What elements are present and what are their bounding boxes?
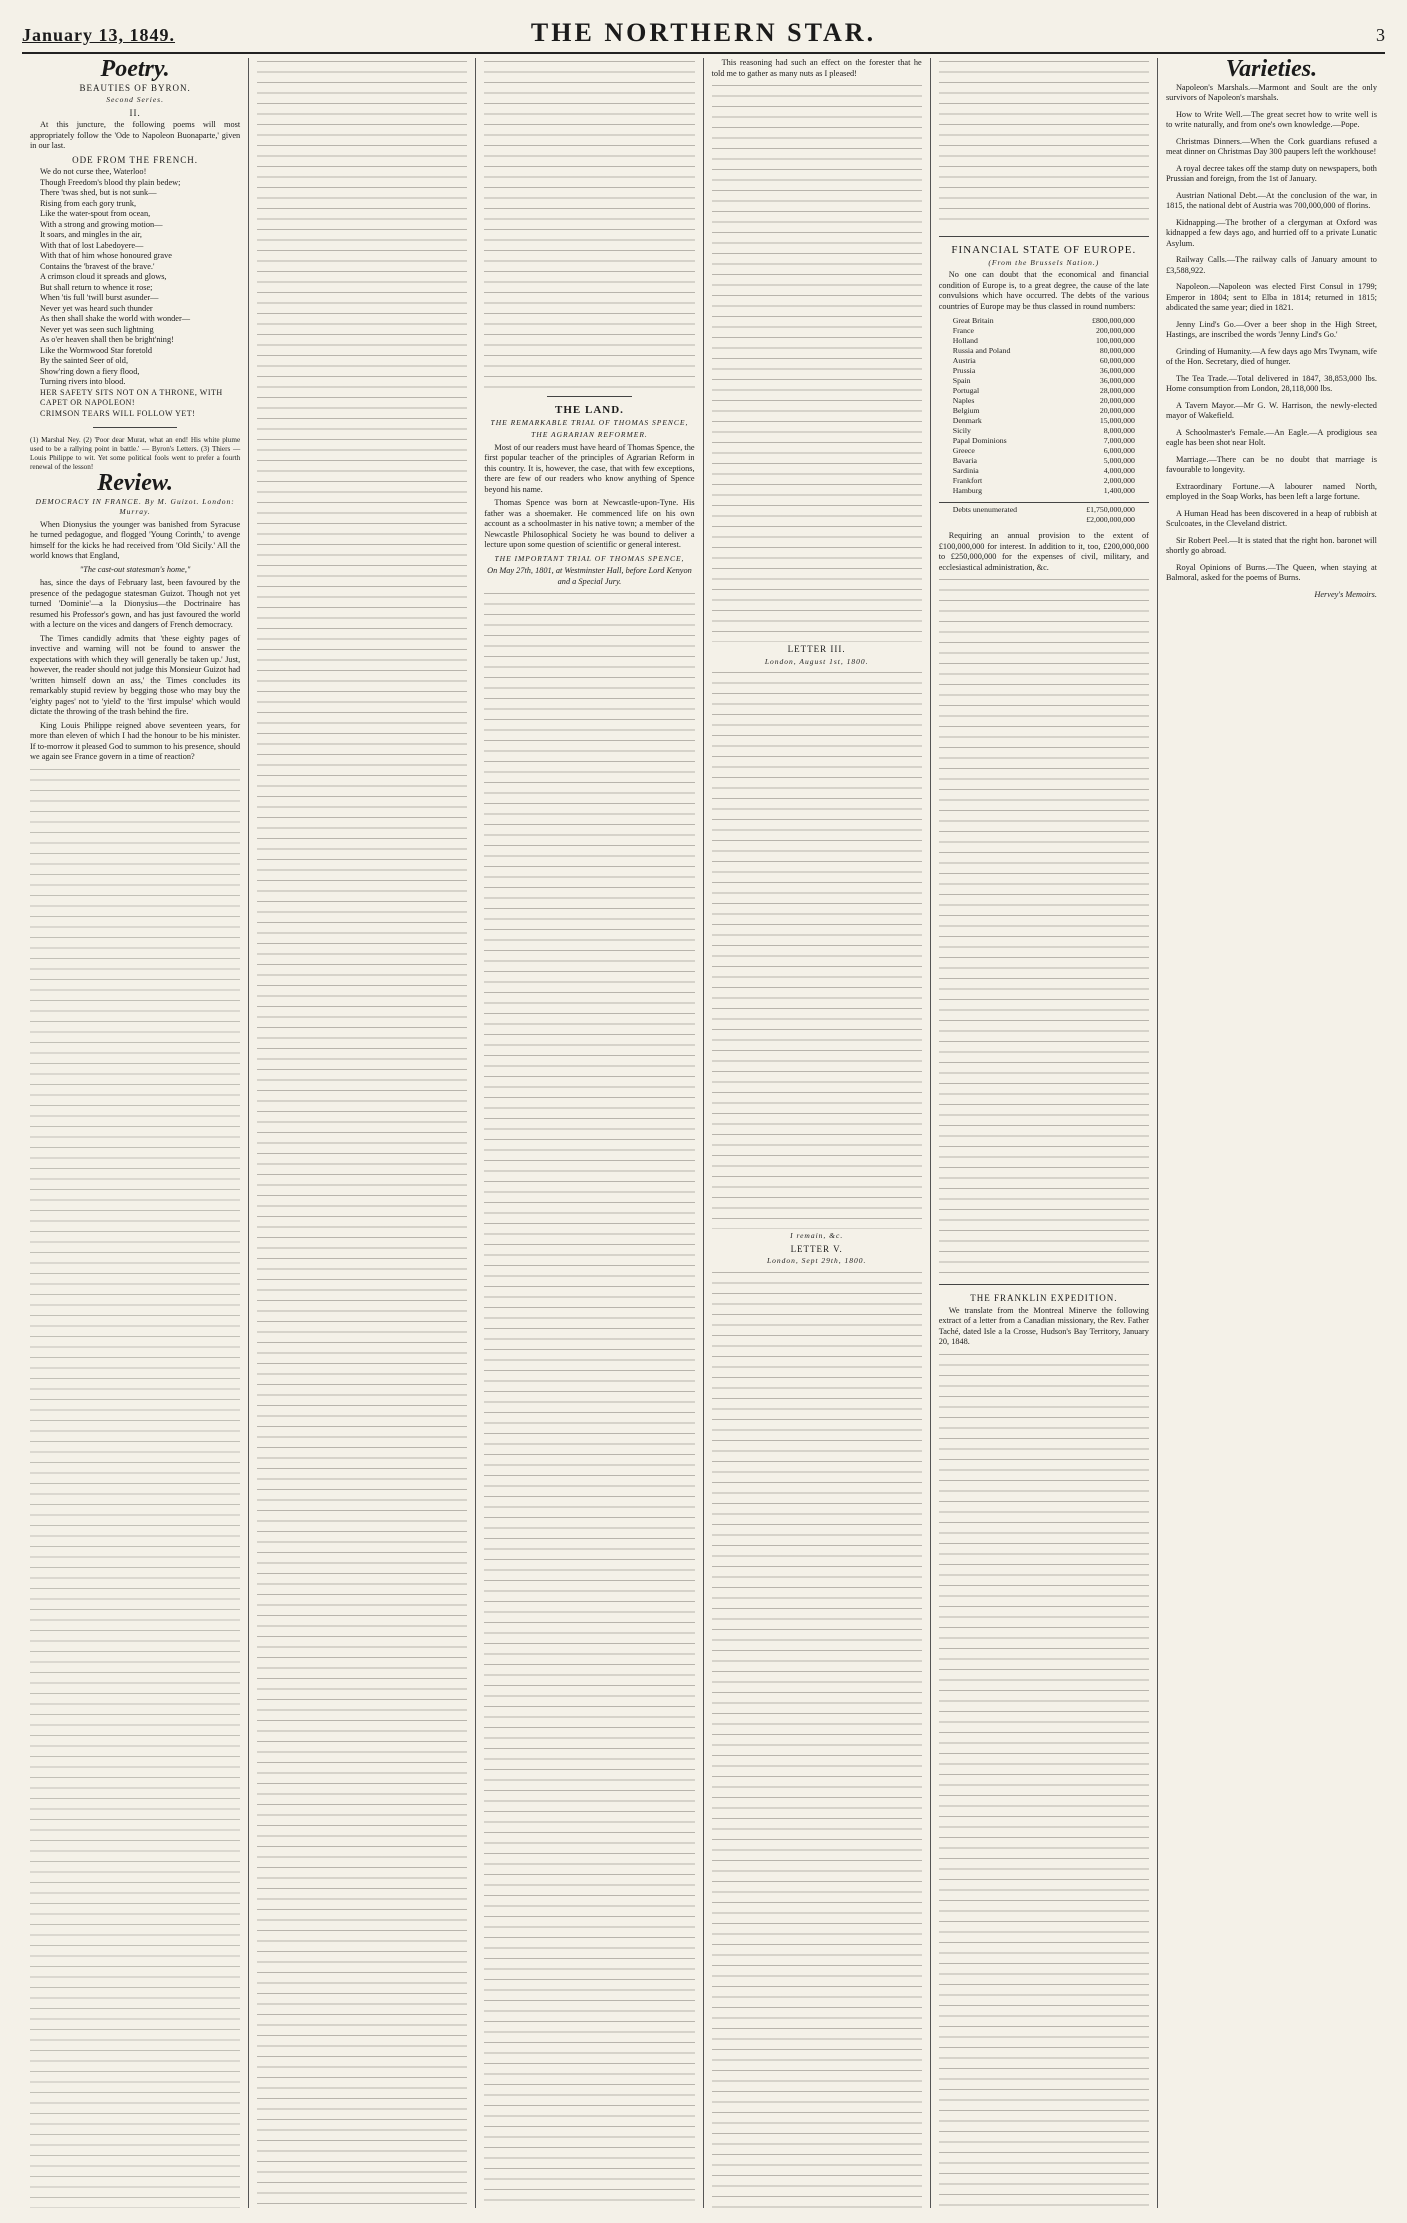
- body-text-texture: [939, 58, 1149, 228]
- debt-amount: 20,000,000: [1099, 406, 1135, 415]
- debt-amount: 6,000,000: [1103, 446, 1135, 455]
- newspaper-title: THE NORTHERN STAR.: [530, 18, 877, 47]
- debt-country: Russia and Poland: [952, 346, 1011, 355]
- poem-part: II.: [129, 107, 141, 118]
- variety-item: Napoleon.—Napoleon was elected First Consul in 1799; Emperor in 1804; sent to Elba in 1814; returned in 1815; abdicated the same year; died in 1821.: [1165, 282, 1377, 312]
- debt-amount: £800,000,000: [1092, 316, 1135, 325]
- columns: [22, 58, 1385, 2208]
- ode-title: ODE FROM THE FRENCH.: [72, 154, 199, 165]
- finance-title: FINANCIAL STATE OF EUROPE.: [951, 244, 1137, 256]
- letter-5-heading: LETTER V.: [790, 1243, 843, 1254]
- debt-country: Sardinia: [952, 466, 979, 475]
- debt-row: [939, 406, 1149, 416]
- letter-3-place: London, August 1st, 1800.: [764, 656, 869, 666]
- finance-intro: No one can doubt that the economical and financial condition of Europe is, to a great degree, the cause of the late convulsions which have occurred. The debts of the various countries of Europe may be thus classed in round numbers:: [938, 270, 1149, 311]
- variety-item: A Tavern Mayor.—Mr G. W. Harrison, the newly-elected mayor of Wakefield.: [1165, 400, 1377, 420]
- debt-amount: 36,000,000: [1099, 376, 1135, 385]
- variety-item: Royal Opinions of Burns.—The Queen, when staying at Balmoral, asked for the poems of Burns.: [1165, 562, 1377, 582]
- debt-row: [939, 436, 1149, 446]
- debt-amount: 60,000,000: [1099, 356, 1135, 365]
- review-paragraph-3: The Times candidly admits that 'these eighty pages of invective and warning will not be found to answer the expectations with which they will generally be taken up.' Just, however, the reader should not judge this Monsieur Guizot had 'written himself down an ass,' the Times concludes its remarkably stupid review by begging those who may buy the 'eighty pages' not to 'yield' to the 'first impulse' which would dictate the throwing of the trash behind the fire.: [30, 633, 241, 716]
- body-text-texture: [712, 669, 922, 1229]
- debt-amount: 15,000,000: [1099, 416, 1135, 425]
- debt-row: [939, 446, 1149, 456]
- review-paragraph-4: King Louis Philippe reigned above seventeen years, for more than eleven of which I had the honour to be his minister. If to-morrow it pleased God to summon to his presence, should we again see France govern in a time of reaction?: [30, 720, 241, 761]
- debt-country: Sicily: [952, 426, 971, 435]
- column-5: [931, 58, 1158, 2208]
- poem-notes: (1) Marshal Ney. (2) 'Poor dear Murat, what an end! His white plume used to be a rallying point in battle.' — Byron's Letters. (3) Thiers — Louis Philippe to wit. Yet some political fools went to prefer a fourth renewal of the lesson!: [30, 436, 241, 471]
- issue-date: January 13, 1849.: [22, 25, 176, 45]
- poem-intro: At this juncture, the following poems will most appropriately follow the 'Ode to Napoleon Buonaparte,' given in our last.: [30, 120, 241, 150]
- review-heading: Review.: [97, 470, 173, 496]
- debt-amount: 8,000,000: [1103, 426, 1135, 435]
- debt-row: [939, 326, 1149, 336]
- debt-row: [939, 336, 1149, 346]
- debt-country: Frankfort: [952, 476, 983, 485]
- debt-amount: 1,400,000: [1103, 486, 1135, 495]
- body-text-texture: [939, 1351, 1149, 2209]
- body-text-texture: [939, 576, 1149, 1276]
- debt-row: [939, 386, 1149, 396]
- varieties-heading: Varieties.: [1225, 58, 1318, 82]
- finance-paragraph-2: Requiring an annual provision to the extent of £100,000,000 for interest. In addition to it, too, £200,000,000 to £250,000,000 for the expenses of civil, military, and ecclesiastical administration, &c.: [938, 531, 1149, 572]
- poem-line: Like the water-spout from ocean,: [40, 209, 151, 218]
- debt-row: [939, 316, 1149, 326]
- debt-row: [939, 346, 1149, 356]
- poem-line: Never yet was seen such lightning: [40, 324, 154, 334]
- letters-paragraph-1: This reasoning had such an effect on the forester that he told me to gather as many nuts as I pleased!: [711, 58, 922, 78]
- poetry-heading: Poetry.: [100, 58, 170, 82]
- debt-total-row: [939, 502, 1149, 515]
- variety-item: A Schoolmaster's Female.—An Eagle.—A prodigious sea eagle has been shot near Holt.: [1165, 427, 1377, 447]
- debt-row: [939, 376, 1149, 386]
- poem-line: Turning rivers into blood.: [40, 377, 126, 386]
- poem-series-title: BEAUTIES OF BYRON.: [79, 82, 191, 93]
- variety-item: How to Write Well.—The great secret how to write well is to write naturally, and from one's own knowledge.—Pope.: [1165, 109, 1377, 129]
- review-paragraph-1: When Dionysius the younger was banished from Syracuse he turned pedagogue, and flogged 'Young Corinth,' to avenge himself for the kicks he had received from 'Old Sicily.' All the world knows that England,: [30, 519, 241, 560]
- debt-row: [939, 396, 1149, 406]
- poem-line: Rising from each gory trunk,: [40, 198, 137, 208]
- poem-line: Contains the 'bravest of the brave.': [40, 261, 155, 271]
- review-quote: "The cast-out statesman's home,": [79, 564, 191, 574]
- variety-item: A Human Head has been discovered in a heap of rubbish at Sculcoates, in the Cleveland district.: [1165, 508, 1377, 528]
- debt-amount: 100,000,000: [1095, 336, 1135, 345]
- variety-item: Austrian National Debt.—At the conclusion of the war, in 1815, the national debt of Austria was 700,000,000 of florins.: [1165, 190, 1377, 210]
- debt-country: Hamburg: [952, 486, 983, 495]
- divider: [939, 236, 1149, 237]
- debt-amount: 36,000,000: [1099, 366, 1135, 375]
- debt-amount: 2,000,000: [1103, 476, 1135, 485]
- column-4: [704, 58, 931, 2208]
- variety-item: A royal decree takes off the stamp duty on newspapers, both Prussian and foreign, from the 1st of January.: [1165, 163, 1377, 183]
- body-text-texture: [712, 82, 922, 642]
- debt-country: Bavaria: [952, 456, 977, 465]
- variety-item: Jenny Lind's Go.—Over a beer shop in the High Street, Hastings, are inscribed the words 'Jenny Lind's Go.': [1165, 319, 1377, 339]
- debt-country: Papal Dominions: [952, 436, 1007, 445]
- variety-item: Sir Robert Peel.—It is stated that the right hon. baronet will shortly go abroad.: [1165, 535, 1377, 555]
- poem-line: But shall return to whence it rose;: [40, 282, 153, 292]
- debt-grand-total-row: [939, 515, 1149, 525]
- debt-amount: 28,000,000: [1099, 386, 1135, 395]
- page-number: 3: [1376, 25, 1385, 45]
- debt-country: Greece: [952, 446, 975, 455]
- body-text-texture: [257, 58, 467, 2208]
- trial-title: THE IMPORTANT TRIAL OF THOMAS SPENCE,: [494, 553, 685, 563]
- body-text-texture: [712, 1269, 922, 2209]
- debt-row: [939, 366, 1149, 376]
- poem-line: A crimson cloud it spreads and glows,: [40, 272, 167, 281]
- poem-line: Though Freedom's blood thy plain bedew;: [40, 177, 181, 187]
- poem-series: Second Series.: [106, 95, 164, 104]
- debt-total-value: £1,750,000,000: [1086, 505, 1135, 514]
- debt-country: Denmark: [952, 416, 982, 425]
- land-subtitle-2: THE AGRARIAN REFORMER.: [531, 430, 648, 439]
- debt-row: [939, 456, 1149, 466]
- debt-country: Belgium: [952, 406, 980, 415]
- land-title: THE LAND.: [555, 404, 624, 416]
- varieties-list: [1166, 83, 1377, 584]
- poem-highlight-line: HER SAFETY SITS NOT ON A THRONE, WITH CAPET OR NAPOLEON!: [40, 387, 223, 407]
- poem-line: With that of lost Labedoyere—: [40, 240, 144, 250]
- debt-row: [939, 426, 1149, 436]
- debt-amount: 20,000,000: [1099, 396, 1135, 405]
- trial-subtitle: On May 27th, 1801, at Westminster Hall, before Lord Kenyon and a Special Jury.: [487, 566, 692, 586]
- divider: [547, 396, 631, 397]
- poem-line: Like the Wormwood Star foretold: [40, 345, 153, 355]
- debt-row: [939, 476, 1149, 486]
- column-1: [22, 58, 249, 2208]
- debt-grand-total: £2,000,000,000: [1086, 515, 1135, 524]
- column-3: [476, 58, 703, 2208]
- poem-closing-line: CRIMSON TEARS WILL FOLLOW YET!: [40, 408, 196, 418]
- poem-line: As o'er heaven shall then be bright'ning!: [40, 335, 174, 344]
- poem-line: With that of him whose honoured grave: [40, 251, 172, 260]
- debt-country: Portugal: [952, 386, 980, 395]
- debt-row: [939, 356, 1149, 366]
- poem-line: With a strong and growing motion—: [40, 219, 163, 229]
- review-title: DEMOCRACY IN FRANCE. By M. Guizot. London: Murray.: [35, 496, 235, 516]
- poem-line: Never yet was heard such thunder: [40, 303, 153, 313]
- debt-table: [939, 316, 1149, 496]
- debt-row: [939, 416, 1149, 426]
- land-paragraph-1: Most of our readers must have heard of Thomas Spence, the first popular teacher of the principles of Agrarian Reform in this country. It is, however, the case, that with few exceptions, there are few of our readers who know anything of Spence beyond his name.: [484, 442, 695, 494]
- finance-source: (From the Brussels Nation.): [988, 257, 1100, 267]
- poem-line: Show'ring down a fiery flood,: [40, 366, 140, 376]
- divider: [939, 1284, 1149, 1285]
- debt-country: Great Britain: [952, 316, 994, 325]
- poem-line: When 'tis full 'twill burst asunder—: [40, 293, 159, 302]
- variety-item: Marriage.—There can be no doubt that marriage is favourable to longevity.: [1165, 454, 1377, 474]
- variety-item: Railway Calls.—The railway calls of January amount to £3,588,922.: [1165, 255, 1377, 275]
- debt-country: Austria: [952, 356, 976, 365]
- variety-item: Extraordinary Fortune.—A labourer named North, employed in the Soap Works, has been left a large fortune.: [1165, 481, 1377, 501]
- debt-row: [939, 466, 1149, 476]
- debt-country: Holland: [952, 336, 978, 345]
- letter-5-place: London, Sept 29th, 1800.: [766, 1256, 867, 1265]
- poem-line: By the sainted Seer of old,: [40, 356, 129, 365]
- variety-item: Grinding of Humanity.—A few days ago Mrs Twynam, wife of the Hon. Secretary, died of hunger.: [1165, 346, 1377, 366]
- variety-item: The Tea Trade.—Total delivered in 1847, 38,853,000 lbs. Home consumption from London, 28,118,000 lbs.: [1165, 373, 1377, 393]
- debt-country: Naples: [952, 396, 975, 405]
- letter-3-heading: LETTER III.: [787, 644, 846, 654]
- debt-row: [939, 486, 1149, 496]
- body-text-texture: [30, 766, 240, 2209]
- column-2: [249, 58, 476, 2208]
- variety-item: Napoleon's Marshals.—Marmont and Soult are the only survivors of Napoleon's marshals.: [1165, 82, 1377, 102]
- debt-country: Prussia: [952, 366, 976, 375]
- debt-amount: 5,000,000: [1103, 456, 1135, 465]
- divider: [93, 427, 177, 428]
- poem-line: We do not curse thee, Waterloo!: [40, 167, 147, 176]
- franklin-title: THE FRANKLIN EXPEDITION.: [970, 1293, 1118, 1303]
- body-text-texture: [484, 590, 694, 2208]
- poem-line: There 'twas shed, but is not sunk—: [40, 188, 157, 197]
- poem-line: It soars, and mingles in the air,: [40, 230, 142, 239]
- poem-line: As then shall shake the world with wonder—: [40, 314, 191, 323]
- land-subtitle-1: THE REMARKABLE TRIAL OF THOMAS SPENCE,: [490, 417, 689, 427]
- debt-country: France: [952, 326, 974, 335]
- body-text-texture: [484, 58, 694, 388]
- debt-totals: [939, 502, 1149, 525]
- debt-country: Spain: [952, 376, 971, 385]
- variety-item: Christmas Dinners.—When the Cork guardians refused a meat dinner on Christmas Day 300 paupers left the workhouse!: [1165, 136, 1377, 156]
- masthead: [22, 18, 1385, 54]
- debt-amount: 80,000,000: [1099, 346, 1135, 355]
- poem-lines: [30, 167, 240, 388]
- franklin-paragraph-1: We translate from the Montreal Minerve the following extract of a letter from a Canadian missionary, the Rev. Father Taché, dated Isle a la Crosse, Hudson's Bay Territory, January 20, 1848.: [938, 1305, 1149, 1346]
- debt-amount: 200,000,000: [1095, 326, 1135, 335]
- varieties-signature: Hervey's Memoirs.: [1314, 589, 1377, 599]
- land-paragraph-2: Thomas Spence was born at Newcastle-upon-Tyne. His father was a shoemaker. He commenced life on his own account as a schoolmaster in his native town; a member of the Newcastle Philosophical Society he was bound to deliver a lecture upon some question of scientific or general interest.: [484, 498, 695, 549]
- column-6: [1158, 58, 1385, 2208]
- debt-amount: 7,000,000: [1103, 436, 1135, 445]
- letter-closing: I remain, &c.: [790, 1231, 844, 1240]
- debt-amount: 4,000,000: [1103, 466, 1135, 475]
- debt-total-label: Debts unenumerated: [952, 505, 1018, 514]
- review-paragraph-2: has, since the days of February last, been favoured by the presence of the pedagogue statesman Guizot. Though not yet turned 'Dominie'—a la Dionysius—the Doctrinaire has resumed his Professor's gown, and has just favoured the world with a lecture on the vices and dangers of French democracy.: [30, 578, 241, 629]
- variety-item: Kidnapping.—The brother of a clergyman at Oxford was kidnapped a few days ago, and hurried off to a private Lunatic Asylum.: [1165, 217, 1377, 248]
